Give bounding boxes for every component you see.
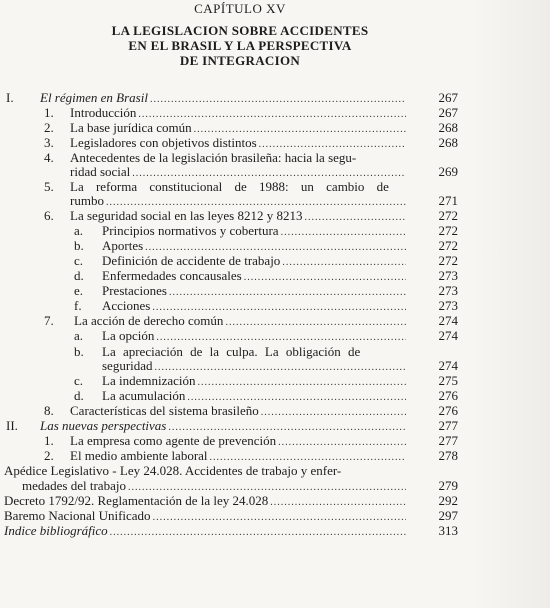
toc-letter: e. xyxy=(74,283,84,298)
leader-dots xyxy=(278,436,406,450)
toc-letter: c. xyxy=(74,373,84,388)
toc-title: Las nuevas perspectivas xyxy=(40,419,167,433)
toc-page: 267 xyxy=(438,90,458,105)
toc-page: 269 xyxy=(438,164,458,179)
leader-dots xyxy=(210,451,406,465)
toc-page: 274 xyxy=(438,313,458,328)
toc-title: Definición de accidente de trabajo xyxy=(102,254,281,268)
toc-title: Baremo Nacional Unificado xyxy=(4,509,151,523)
toc-page: 276 xyxy=(438,388,458,403)
toc-page: 274 xyxy=(438,358,458,373)
leader-dots xyxy=(225,316,406,330)
toc-page: 271 xyxy=(438,193,458,208)
toc-number: 2. xyxy=(44,448,54,463)
toc-number: 1. xyxy=(44,433,54,448)
toc-number: 3. xyxy=(44,135,54,150)
toc-number: 2. xyxy=(44,120,54,135)
toc-title: La seguridad social en las leyes 8212 y 8213 xyxy=(70,209,303,223)
leader-dots xyxy=(106,196,406,210)
leader-dots xyxy=(244,271,406,285)
toc-page: 279 xyxy=(438,478,458,493)
toc-page: 272 xyxy=(438,238,458,253)
toc-page: 272 xyxy=(438,223,458,238)
toc-letter: a. xyxy=(74,328,84,343)
leader-dots xyxy=(110,526,406,540)
toc-title-line: Antecedentes de la legislación brasileña: hacia la segu- xyxy=(70,151,357,165)
toc-title-line: rumbo xyxy=(70,194,104,208)
toc-number: 6. xyxy=(44,208,54,223)
toc-letter: d. xyxy=(74,268,84,283)
toc-number: 5. xyxy=(44,179,54,194)
toc-title: La base jurídica común xyxy=(70,121,192,135)
toc-page: 297 xyxy=(438,508,458,523)
leader-dots xyxy=(168,421,406,435)
toc-letter: f. xyxy=(74,298,82,313)
leader-dots xyxy=(155,361,406,375)
toc-title: Indice bibliográfico xyxy=(4,524,108,538)
toc-page: 268 xyxy=(438,120,458,135)
toc-title: El medio ambiente laboral xyxy=(70,449,208,463)
toc-page: 272 xyxy=(438,253,458,268)
toc-title: La empresa como agente de prevención xyxy=(70,434,277,448)
toc-page: 277 xyxy=(438,418,458,433)
toc-title-line: ridad social xyxy=(70,165,131,179)
toc-letter: a. xyxy=(74,223,84,238)
toc-title-line: La apreciación de la culpa. La obligación de xyxy=(102,345,361,359)
toc-title: Prestaciones xyxy=(102,284,167,298)
leader-dots xyxy=(153,511,406,525)
toc-title: Características del sistema brasileño xyxy=(70,404,259,418)
toc-title: Legisladores con objetivos distintos xyxy=(70,136,257,150)
leader-dots xyxy=(138,108,406,122)
toc-title: Principios normativos y cobertura xyxy=(102,224,279,238)
toc-page: 275 xyxy=(438,373,458,388)
toc-title: El régimen en Brasil xyxy=(40,91,148,105)
toc-page: 313 xyxy=(438,523,458,538)
toc-title: Introducción xyxy=(70,106,137,120)
toc-page: 273 xyxy=(438,298,458,313)
page-edge-shadow xyxy=(472,0,550,608)
leader-dots xyxy=(169,286,406,300)
chapter-title-line: EN EL BRASIL Y LA PERSPECTIVA xyxy=(128,38,352,53)
leader-dots xyxy=(261,406,406,420)
toc-title: La acción de derecho común xyxy=(74,314,224,328)
toc-page: 292 xyxy=(438,493,458,508)
toc-title-line: Apédice Legislativo - Ley 24.028. Accidentes de trabajo y enfer- xyxy=(4,464,342,478)
leader-dots xyxy=(145,241,406,255)
leader-dots xyxy=(198,376,407,390)
toc-title: La acumulación xyxy=(102,389,186,403)
leader-dots xyxy=(194,123,406,137)
chapter-title-line: LA LEGISLACION SOBRE ACCIDENTES xyxy=(111,23,369,38)
toc-number: 4. xyxy=(44,150,54,165)
toc-letter: b. xyxy=(74,344,84,359)
chapter-title-line: DE INTEGRACION xyxy=(179,53,301,68)
toc-letter: d. xyxy=(74,388,84,403)
toc-number: I. xyxy=(6,90,14,105)
toc-page: 273 xyxy=(438,283,458,298)
chapter-title xyxy=(0,23,480,68)
toc-title-line: medades del trabajo xyxy=(22,479,126,493)
leader-dots xyxy=(187,391,406,405)
toc-number: 8. xyxy=(44,403,54,418)
toc-title-line: seguridad xyxy=(102,359,153,373)
toc-number: II. xyxy=(6,418,18,433)
toc-title-line: La reforma constitucional de 1988: un cambio de xyxy=(70,180,389,194)
leader-dots xyxy=(128,481,406,495)
toc-page: 276 xyxy=(438,403,458,418)
leader-dots xyxy=(281,226,406,240)
leader-dots xyxy=(152,301,406,315)
toc-number: 7. xyxy=(44,313,54,328)
leader-dots xyxy=(156,331,406,345)
leader-dots xyxy=(305,211,407,225)
toc-page: 274 xyxy=(438,328,458,343)
toc-title: Enfermedades concausales xyxy=(102,269,242,283)
leader-dots xyxy=(270,496,406,510)
toc-title: La indemnización xyxy=(102,374,196,388)
leader-dots xyxy=(259,138,406,152)
toc-number: 1. xyxy=(44,105,54,120)
toc-title: Aportes xyxy=(102,239,144,253)
leader-dots xyxy=(150,93,406,107)
toc-letter: b. xyxy=(74,238,84,253)
toc-page: 268 xyxy=(438,135,458,150)
toc-page: 272 xyxy=(438,208,458,223)
chapter-label: CAPÍTULO XV xyxy=(194,1,286,16)
toc-title: La opción xyxy=(102,329,155,343)
leader-dots xyxy=(132,167,406,181)
toc-page: 278 xyxy=(438,448,458,463)
toc-page: 277 xyxy=(438,433,458,448)
toc-page: 273 xyxy=(438,268,458,283)
toc-title: Decreto 1792/92. Reglamentación de la ley 24.028 xyxy=(4,494,269,508)
toc-page: 267 xyxy=(438,105,458,120)
leader-dots xyxy=(282,256,406,270)
toc-title: Acciones xyxy=(102,299,151,313)
toc-letter: c. xyxy=(74,253,84,268)
